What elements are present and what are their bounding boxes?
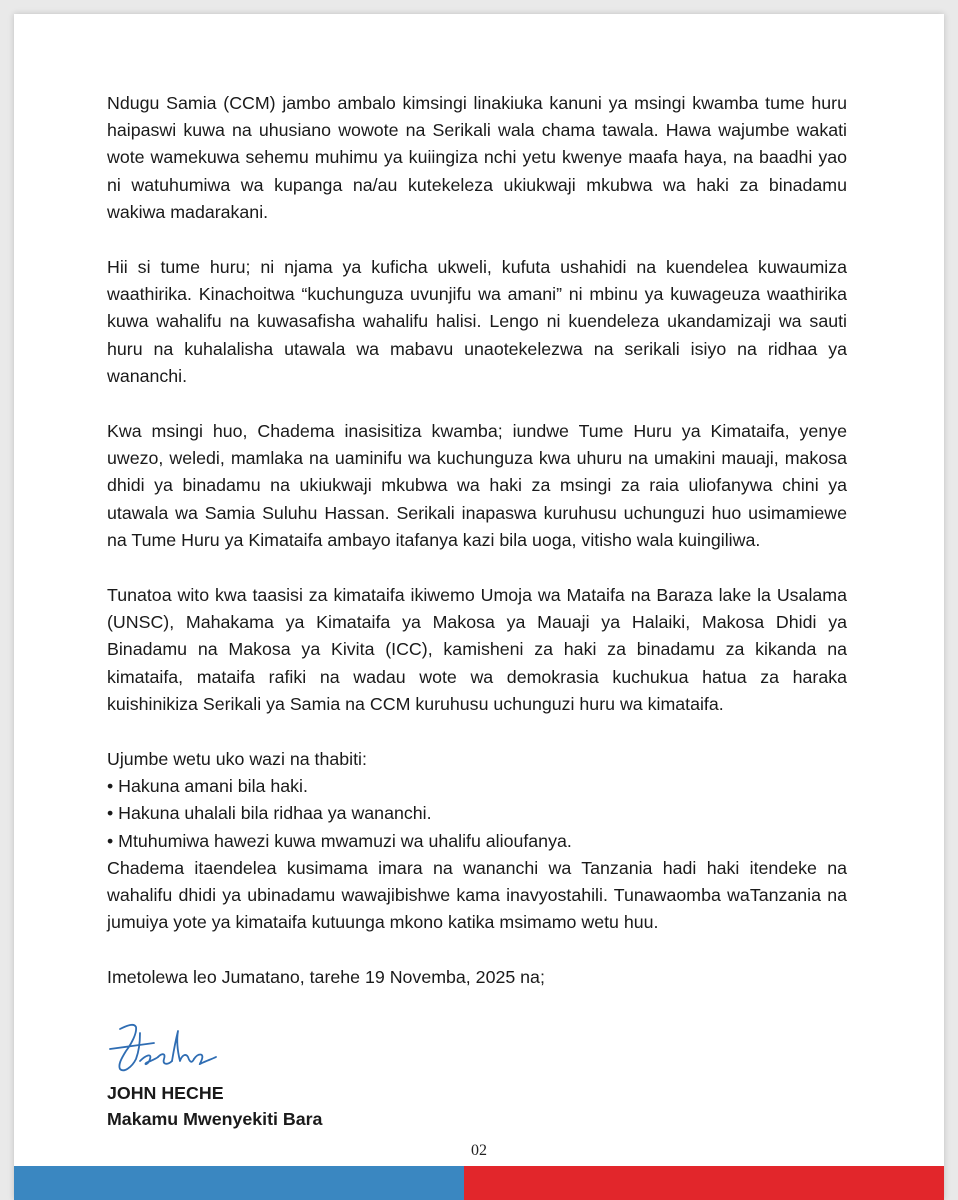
page-number: 02: [471, 1142, 487, 1159]
footer-bar-blue: [14, 1166, 464, 1200]
footer-bar-red: [464, 1166, 944, 1200]
paragraph-4: Tunatoa wito kwa taasisi za kimataifa ikiwemo Umoja wa Mataifa na Baraza lake la Usalama (UNSC), Mahakama ya Kimataifa ya Makosa ya Mauaji ya Halaiki, Makosa Dhidi ya Binadamu na Makosa ya Kivita (ICC), kamisheni za haki za binadamu za kikanda na kimataifa, mataifa rafiki na wadau wote wa demokrasia kuchukua hatua za haraka kuishinikiza Serikali ya Samia na CCM kuruhusu uchunguzi huru wa kimataifa.: [107, 585, 847, 714]
document-page: [14, 14, 944, 1200]
bullet-item: • Hakuna amani bila haki.: [107, 776, 308, 797]
bullet-item: • Mtuhumiwa hawezi kuwa mwamuzi wa uhalifu alioufanya.: [107, 830, 572, 851]
issued-line: Imetolewa leo Jumatano, tarehe 19 Novemba, 2025 na;: [107, 967, 545, 988]
signature-block: [107, 1080, 322, 1132]
document-body: [107, 90, 847, 992]
handwritten-signature: [106, 1019, 226, 1079]
signer-title: Makamu Mwenyekiti Bara: [107, 1109, 323, 1129]
signer-name: JOHN HECHE: [107, 1083, 224, 1103]
bullet-item: • Hakuna uhalali bila ridhaa ya wananchi.: [107, 803, 432, 824]
message-intro: Ujumbe wetu uko wazi na thabiti:: [107, 749, 367, 770]
message-bullets: [107, 773, 847, 855]
paragraph-1: Ndugu Samia (CCM) jambo ambalo kimsingi linakiuka kanuni ya msingi kwamba tume huru haipaswi kuwa na uhusiano wowote na Serikali wala chama tawala. Hawa wajumbe wakati wote wamekuwa sehemu muhimu ya kuiingiza nchi yetu kwenye maafa haya, na baadhi yao ni watuhumiwa wa kupanga na/au kutekeleza ukiukwaji mkubwa wa haki za binadamu wakiwa madarakani.: [107, 93, 847, 222]
paragraph-2: Hii si tume huru; ni njama ya kuficha ukweli, kufuta ushahidi na kuendelea kuwaumiza waathirika. Kinachoitwa “kuchunguza uvunjifu wa amani” ni mbinu ya kuwageuza waathirika kuwa wahalifu na kuwasafisha wahalifu halisi. Lengo ni kuendeleza ukandamizaji wa sauti huru na kuhalalisha utawala wa mabavu unaotekelezwa na serikali isiyo na ridhaa ya wananchi.: [107, 257, 847, 386]
paragraph-3: Kwa msingi huo, Chadema inasisitiza kwamba; iundwe Tume Huru ya Kimataifa, yenye uwezo, weledi, mamlaka na uaminifu wa kuchunguza kwa uhuru na umakini mauaji, makosa dhidi ya binadamu na ukiukwaji mkubwa wa haki za msingi za raia uliofanywa chini ya utawala wa Samia Suluhu Hassan. Serikali inapaswa kuruhusu uchunguzi huo usimamiewe na Tume Huru ya Kimataifa ambayo itafanya kazi bila uoga, vitisho wala kuingiliwa.: [107, 421, 847, 550]
closing-paragraph: Chadema itaendelea kusimama imara na wananchi wa Tanzania hadi haki itendeke na wahalifu dhidi ya ubinadamu wawajibishwe kama inavyostahili. Tunawaomba waTanzania na jumuiya yote ya kimataifa kutuunga mkono katika msimamo wetu huu.: [107, 857, 847, 933]
